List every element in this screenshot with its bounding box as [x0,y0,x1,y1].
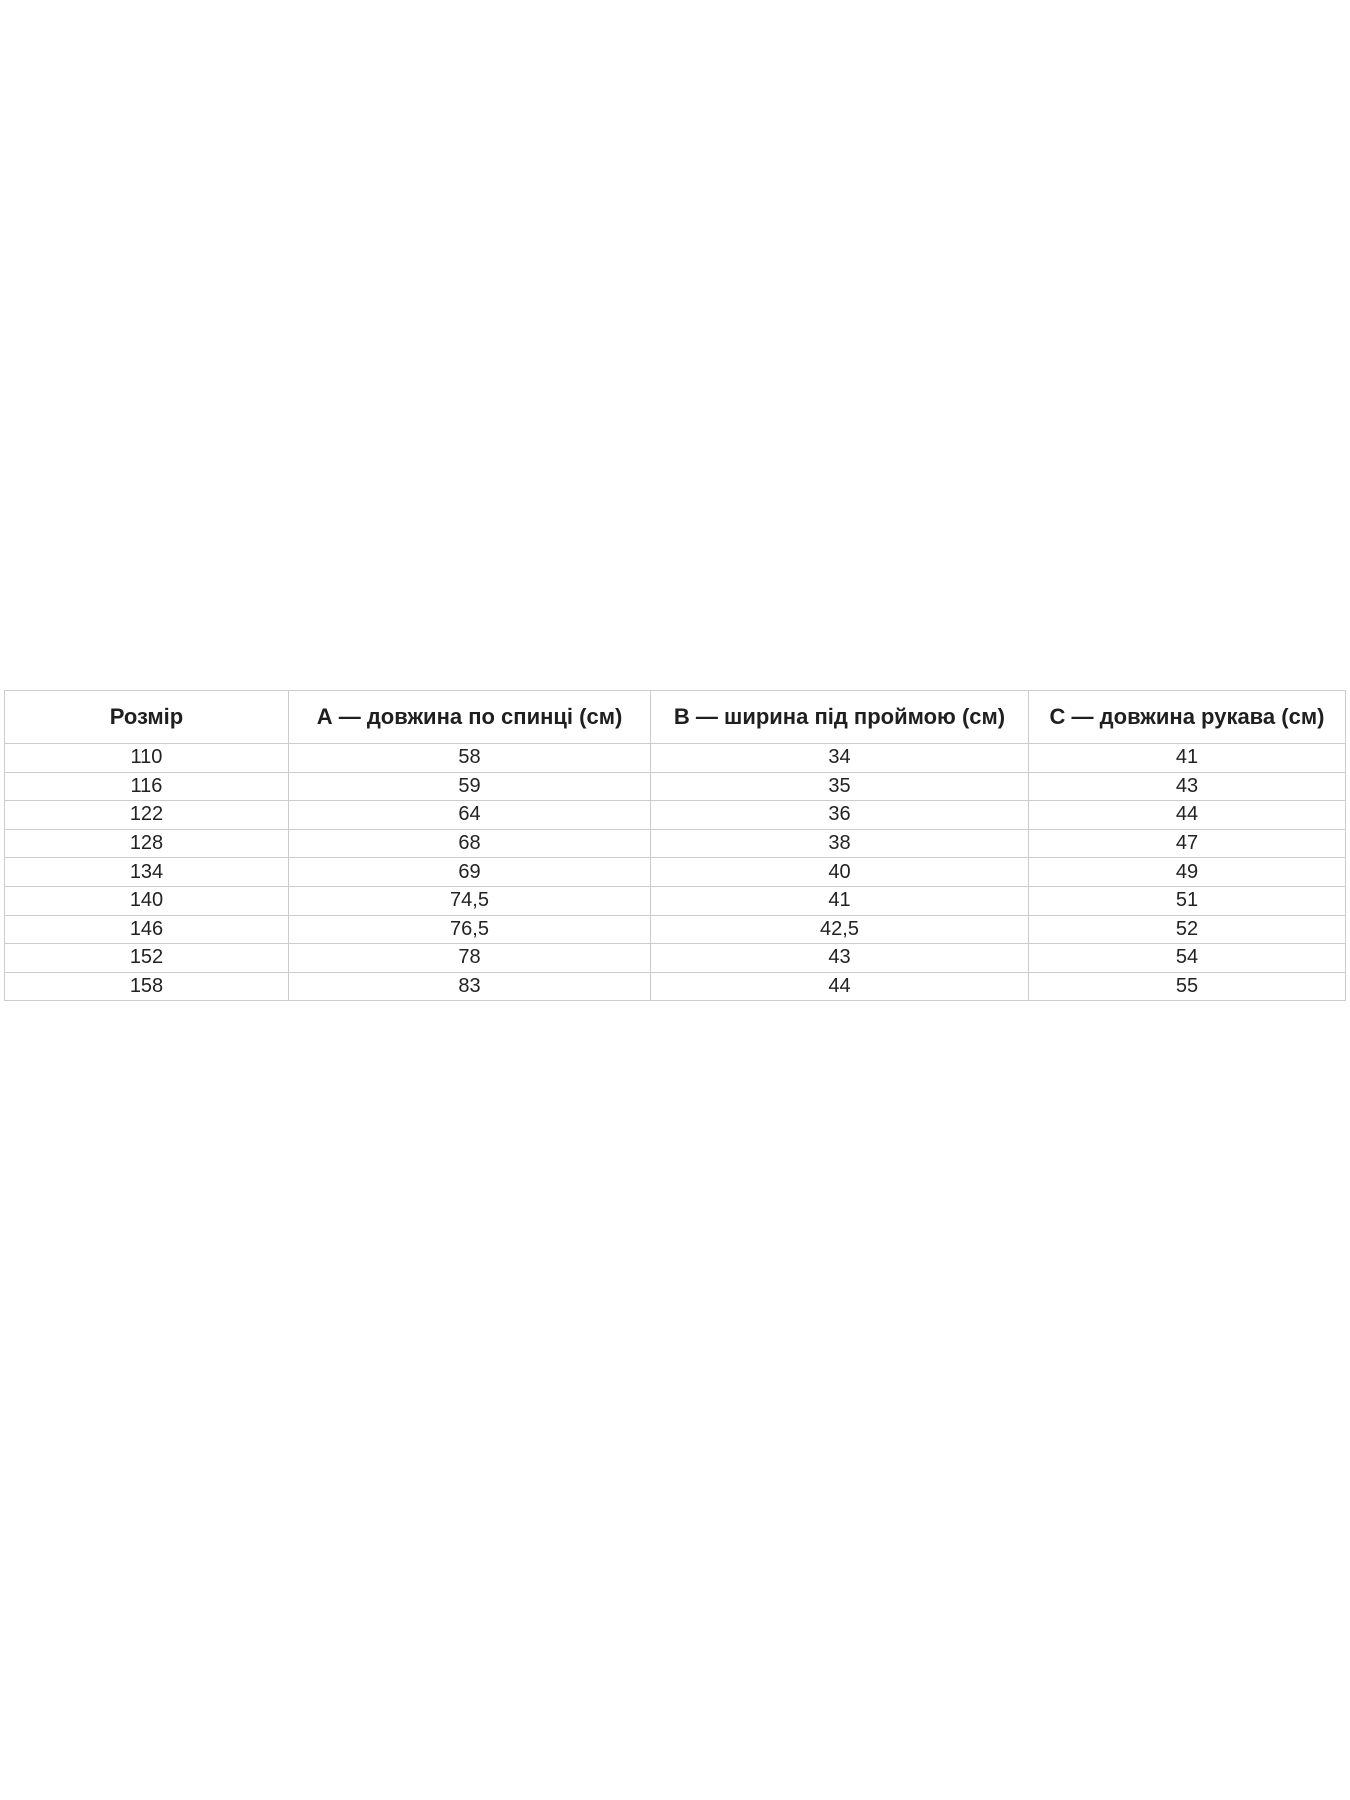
table-cell: 41 [1029,744,1346,773]
table-row [5,829,1346,858]
table-cell: 122 [5,801,289,830]
table-cell: 140 [5,886,289,915]
table-cell: 116 [5,772,289,801]
table-cell: 76,5 [289,915,651,944]
table-row [5,915,1346,944]
table-cell: 58 [289,744,651,773]
table-row [5,801,1346,830]
header-cell-armhole-width: В — ширина під проймою (см) [651,691,1029,744]
table-cell: 134 [5,858,289,887]
table-cell: 43 [651,944,1029,973]
table-cell: 110 [5,744,289,773]
table-cell: 146 [5,915,289,944]
header-cell-back-length: А — довжина по спинці (см) [289,691,651,744]
table-cell: 40 [651,858,1029,887]
table-cell: 36 [651,801,1029,830]
table-row [5,886,1346,915]
header-cell-size: Розмір [5,691,289,744]
table-row [5,772,1346,801]
table-cell: 43 [1029,772,1346,801]
table-header-row [5,691,1346,744]
table-cell: 83 [289,972,651,1001]
table-cell: 128 [5,829,289,858]
table-row [5,972,1346,1001]
table-cell: 55 [1029,972,1346,1001]
table-body [5,744,1346,1001]
table-row [5,944,1346,973]
table-cell: 35 [651,772,1029,801]
table-cell: 68 [289,829,651,858]
table-cell: 54 [1029,944,1346,973]
table-cell: 64 [289,801,651,830]
table-cell: 44 [651,972,1029,1001]
table-cell: 34 [651,744,1029,773]
table-cell: 152 [5,944,289,973]
table-cell: 49 [1029,858,1346,887]
table-cell: 41 [651,886,1029,915]
table-cell: 69 [289,858,651,887]
table-cell: 74,5 [289,886,651,915]
table-cell: 47 [1029,829,1346,858]
table-cell: 51 [1029,886,1346,915]
table-cell: 44 [1029,801,1346,830]
table-row [5,858,1346,887]
size-chart-table-container [4,690,1345,1001]
size-chart-table [4,690,1346,1001]
table-cell: 158 [5,972,289,1001]
table-row [5,744,1346,773]
table-cell: 38 [651,829,1029,858]
table-cell: 78 [289,944,651,973]
table-cell: 42,5 [651,915,1029,944]
header-cell-sleeve-length: С — довжина рукава (см) [1029,691,1346,744]
table-cell: 52 [1029,915,1346,944]
table-cell: 59 [289,772,651,801]
